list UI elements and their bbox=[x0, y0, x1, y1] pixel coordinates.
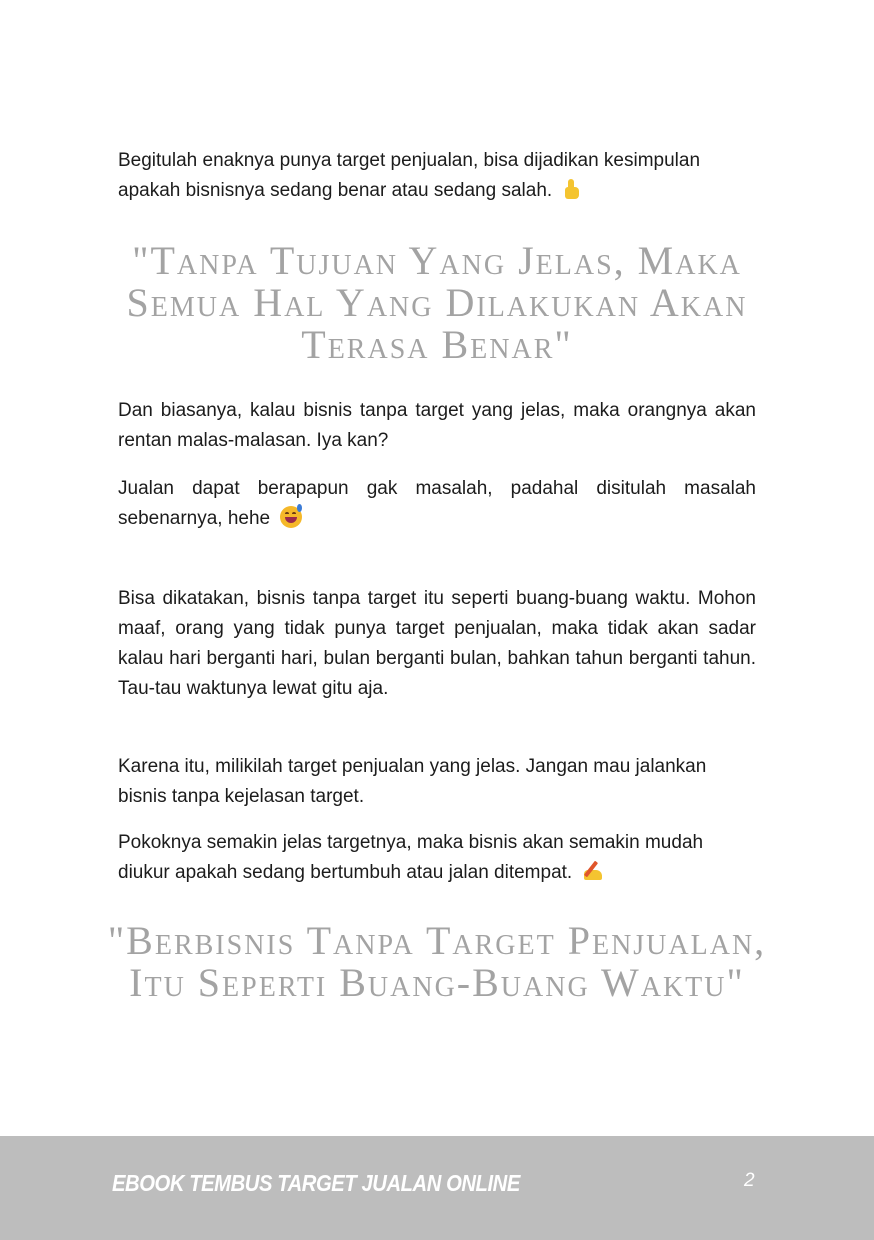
pull-quote: "Tanpa Tujuan Yang Jelas, Maka Semua Hal Yang Dilakukan Akan Terasa Benar" bbox=[126, 238, 748, 367]
paragraph: Dan biasanya, kalau bisnis tanpa target yang jelas, maka orangnya akan rentan malas-malasan. Iya kan? bbox=[118, 400, 756, 451]
paragraph: Karena itu, milikilah target penjualan yang jelas. Jangan mau jalankan bisnis tanpa kejelasan target. bbox=[118, 756, 707, 807]
paragraph bbox=[118, 146, 756, 206]
paragraph-text: Begitulah enaknya punya target penjualan, bisa dijadikan kesimpulan apakah bisnisnya sedang benar atau sedang salah. bbox=[118, 150, 701, 201]
paragraph-text: Jualan dapat berapapun gak masalah, padahal disitulah masalah sebenarnya, hehe bbox=[118, 478, 756, 529]
paragraph bbox=[118, 828, 756, 888]
paragraph-text: Pokoknya semakin jelas targetnya, maka bisnis akan semakin mudah diukur apakah sedang bertumbuh atau jalan ditempat. bbox=[118, 832, 704, 883]
grinning-sweat-icon bbox=[280, 506, 302, 528]
page-number: 2 bbox=[744, 1170, 755, 1191]
writing-hand-icon bbox=[582, 860, 604, 882]
paragraph: Bisa dikatakan, bisnis tanpa target itu seperti buang-buang waktu. Mohon maaf, orang yang tidak punya target penjualan, maka tidak akan sadar kalau hari berganti hari, bulan berganti bulan, bahkan tahun berganti tahun. Tau-tau waktunya lewat gitu aja. bbox=[118, 588, 756, 699]
thumbs-up-icon bbox=[562, 178, 584, 200]
footer-title: EBOOK TEMBUS TARGET JUALAN ONLINE bbox=[112, 1170, 520, 1196]
paragraph bbox=[118, 474, 756, 534]
pull-quote: "Berbisnis Tanpa Target Penjualan, Itu Seperti Buang-Buang Waktu" bbox=[107, 918, 767, 1005]
page-footer bbox=[0, 1136, 874, 1240]
